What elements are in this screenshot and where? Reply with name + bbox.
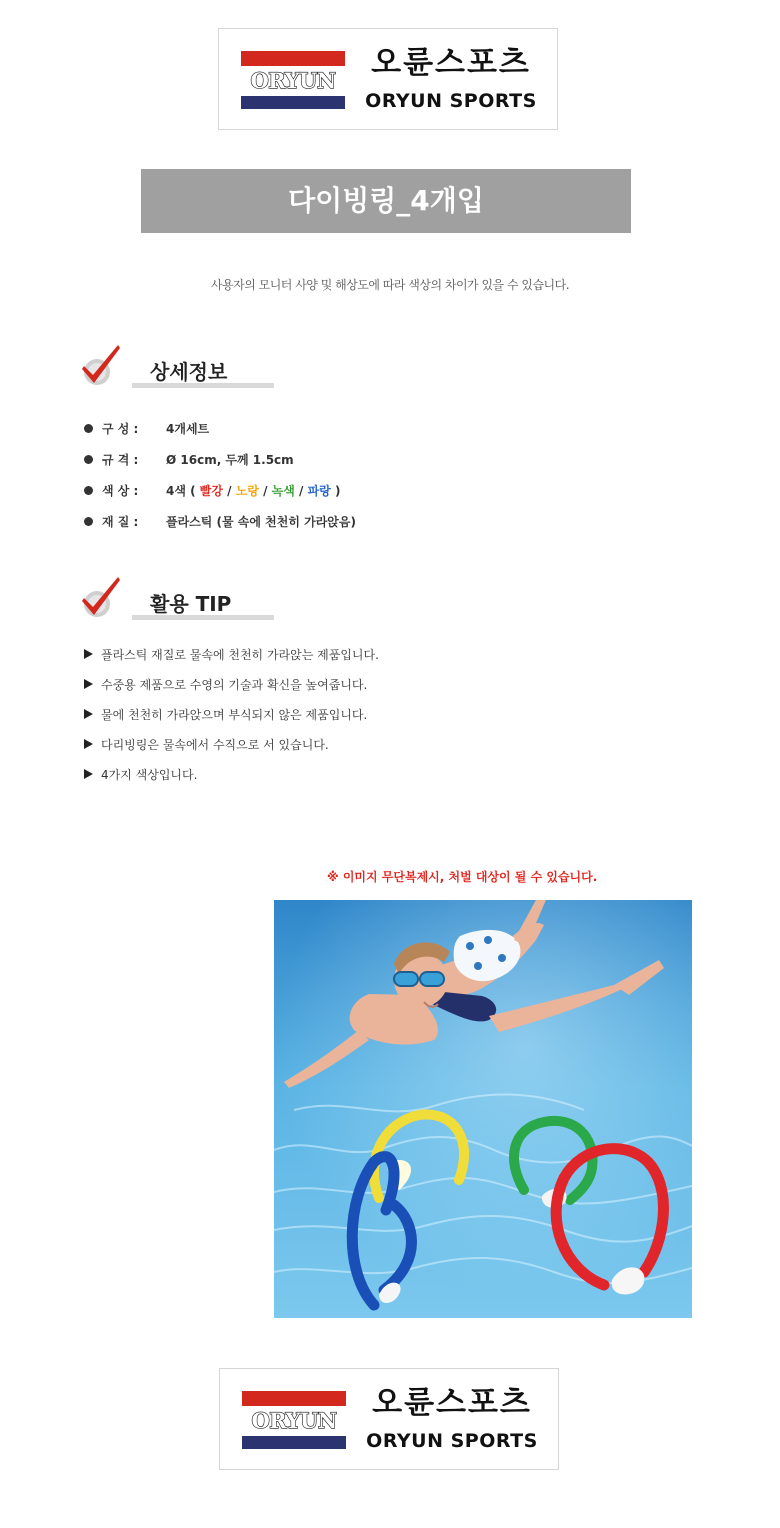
brand-logo-top: [218, 28, 558, 130]
tip-text: 수중용 제품으로 수영의 기술과 확신을 높여줍니다.: [101, 677, 368, 692]
spec-row-material: [84, 506, 356, 537]
bullet-icon: [84, 486, 93, 495]
color-separator: /: [222, 484, 236, 498]
brand-name-english: ORYUN SPORTS: [366, 1430, 538, 1452]
spec-value: 플라스틱 (물 속에 천천히 가라앉음): [166, 515, 356, 529]
spec-value-suffix: ): [330, 484, 341, 498]
details-heading: 상세정보: [150, 360, 228, 384]
bullet-icon: [84, 424, 93, 433]
tip-text: 4가지 색상입니다.: [101, 767, 198, 782]
brand-mark: [241, 51, 345, 109]
copyright-warning: ※ 이미지 무단복제시, 처벌 대상이 될 수 있습니다.: [327, 870, 598, 884]
product-title: 다이빙링_4개입: [141, 169, 631, 233]
brand-mark-red-stripe: [241, 51, 345, 66]
brand-mark: [242, 1391, 346, 1449]
tip-item: [84, 759, 379, 789]
brand-mark-navy-stripe: [241, 96, 345, 109]
triangle-bullet-icon: [84, 739, 93, 749]
spec-value-prefix: 4색 (: [166, 484, 200, 498]
spec-value: 4개세트: [166, 422, 210, 436]
bullet-icon: [84, 455, 93, 464]
spec-label: 구 성 :: [102, 422, 139, 436]
brand-mark-red-stripe: [242, 1391, 346, 1406]
tip-item: [84, 669, 379, 699]
spec-value: Ø 16cm, 두께 1.5cm: [166, 453, 294, 467]
tip-text: 플라스틱 재질로 물속에 천천히 가라앉는 제품입니다.: [101, 647, 379, 662]
color-separator: /: [258, 484, 272, 498]
brand-name-korean: 오륜스포츠: [371, 45, 531, 81]
brand-name-korean: 오륜스포츠: [372, 1385, 532, 1421]
tip-text: 다리빙링은 물속에서 수직으로 서 있습니다.: [101, 737, 329, 752]
spec-row-size: [84, 444, 356, 475]
tip-list: [84, 639, 379, 789]
color-green-label: 녹색: [271, 484, 295, 498]
color-separator: /: [294, 484, 308, 498]
brand-mark-text: ORYUN: [251, 1408, 337, 1433]
color-blue-label: 파랑: [307, 484, 331, 498]
brand-name-english: ORYUN SPORTS: [365, 90, 537, 112]
triangle-bullet-icon: [84, 769, 93, 779]
spec-value-colors: [166, 482, 340, 499]
spec-row-colors: [84, 475, 356, 506]
spec-row-composition: [84, 413, 356, 444]
triangle-bullet-icon: [84, 649, 93, 659]
brand-logo-bottom: [219, 1368, 559, 1470]
bullet-icon: [84, 517, 93, 526]
tips-section-header: [80, 574, 280, 624]
tip-item: [84, 729, 379, 759]
brand-mark-text: ORYUN: [250, 68, 336, 93]
checkmark-icon: [80, 574, 124, 620]
color-red-label: 빨강: [199, 484, 223, 498]
spec-label: 색 상 :: [102, 484, 139, 498]
checkmark-icon: [80, 342, 124, 388]
triangle-bullet-icon: [84, 679, 93, 689]
spec-list: [84, 413, 356, 537]
product-photo: [274, 900, 692, 1318]
tip-item: [84, 699, 379, 729]
spec-label: 재 질 :: [102, 515, 139, 529]
underwater-rings-illustration: [274, 900, 692, 1318]
tip-item: [84, 639, 379, 669]
color-notice: 사용자의 모니터 사양 및 해상도에 따라 색상의 차이가 있을 수 있습니다.: [210, 278, 570, 292]
tip-text: 물에 천천히 가라앉으며 부식되지 않은 제품입니다.: [101, 707, 368, 722]
spec-label: 규 격 :: [102, 453, 139, 467]
details-section-header: [80, 342, 280, 392]
tips-heading: 활용 TIP: [150, 592, 232, 616]
color-yellow-label: 노랑: [235, 484, 259, 498]
brand-mark-navy-stripe: [242, 1436, 346, 1449]
triangle-bullet-icon: [84, 709, 93, 719]
